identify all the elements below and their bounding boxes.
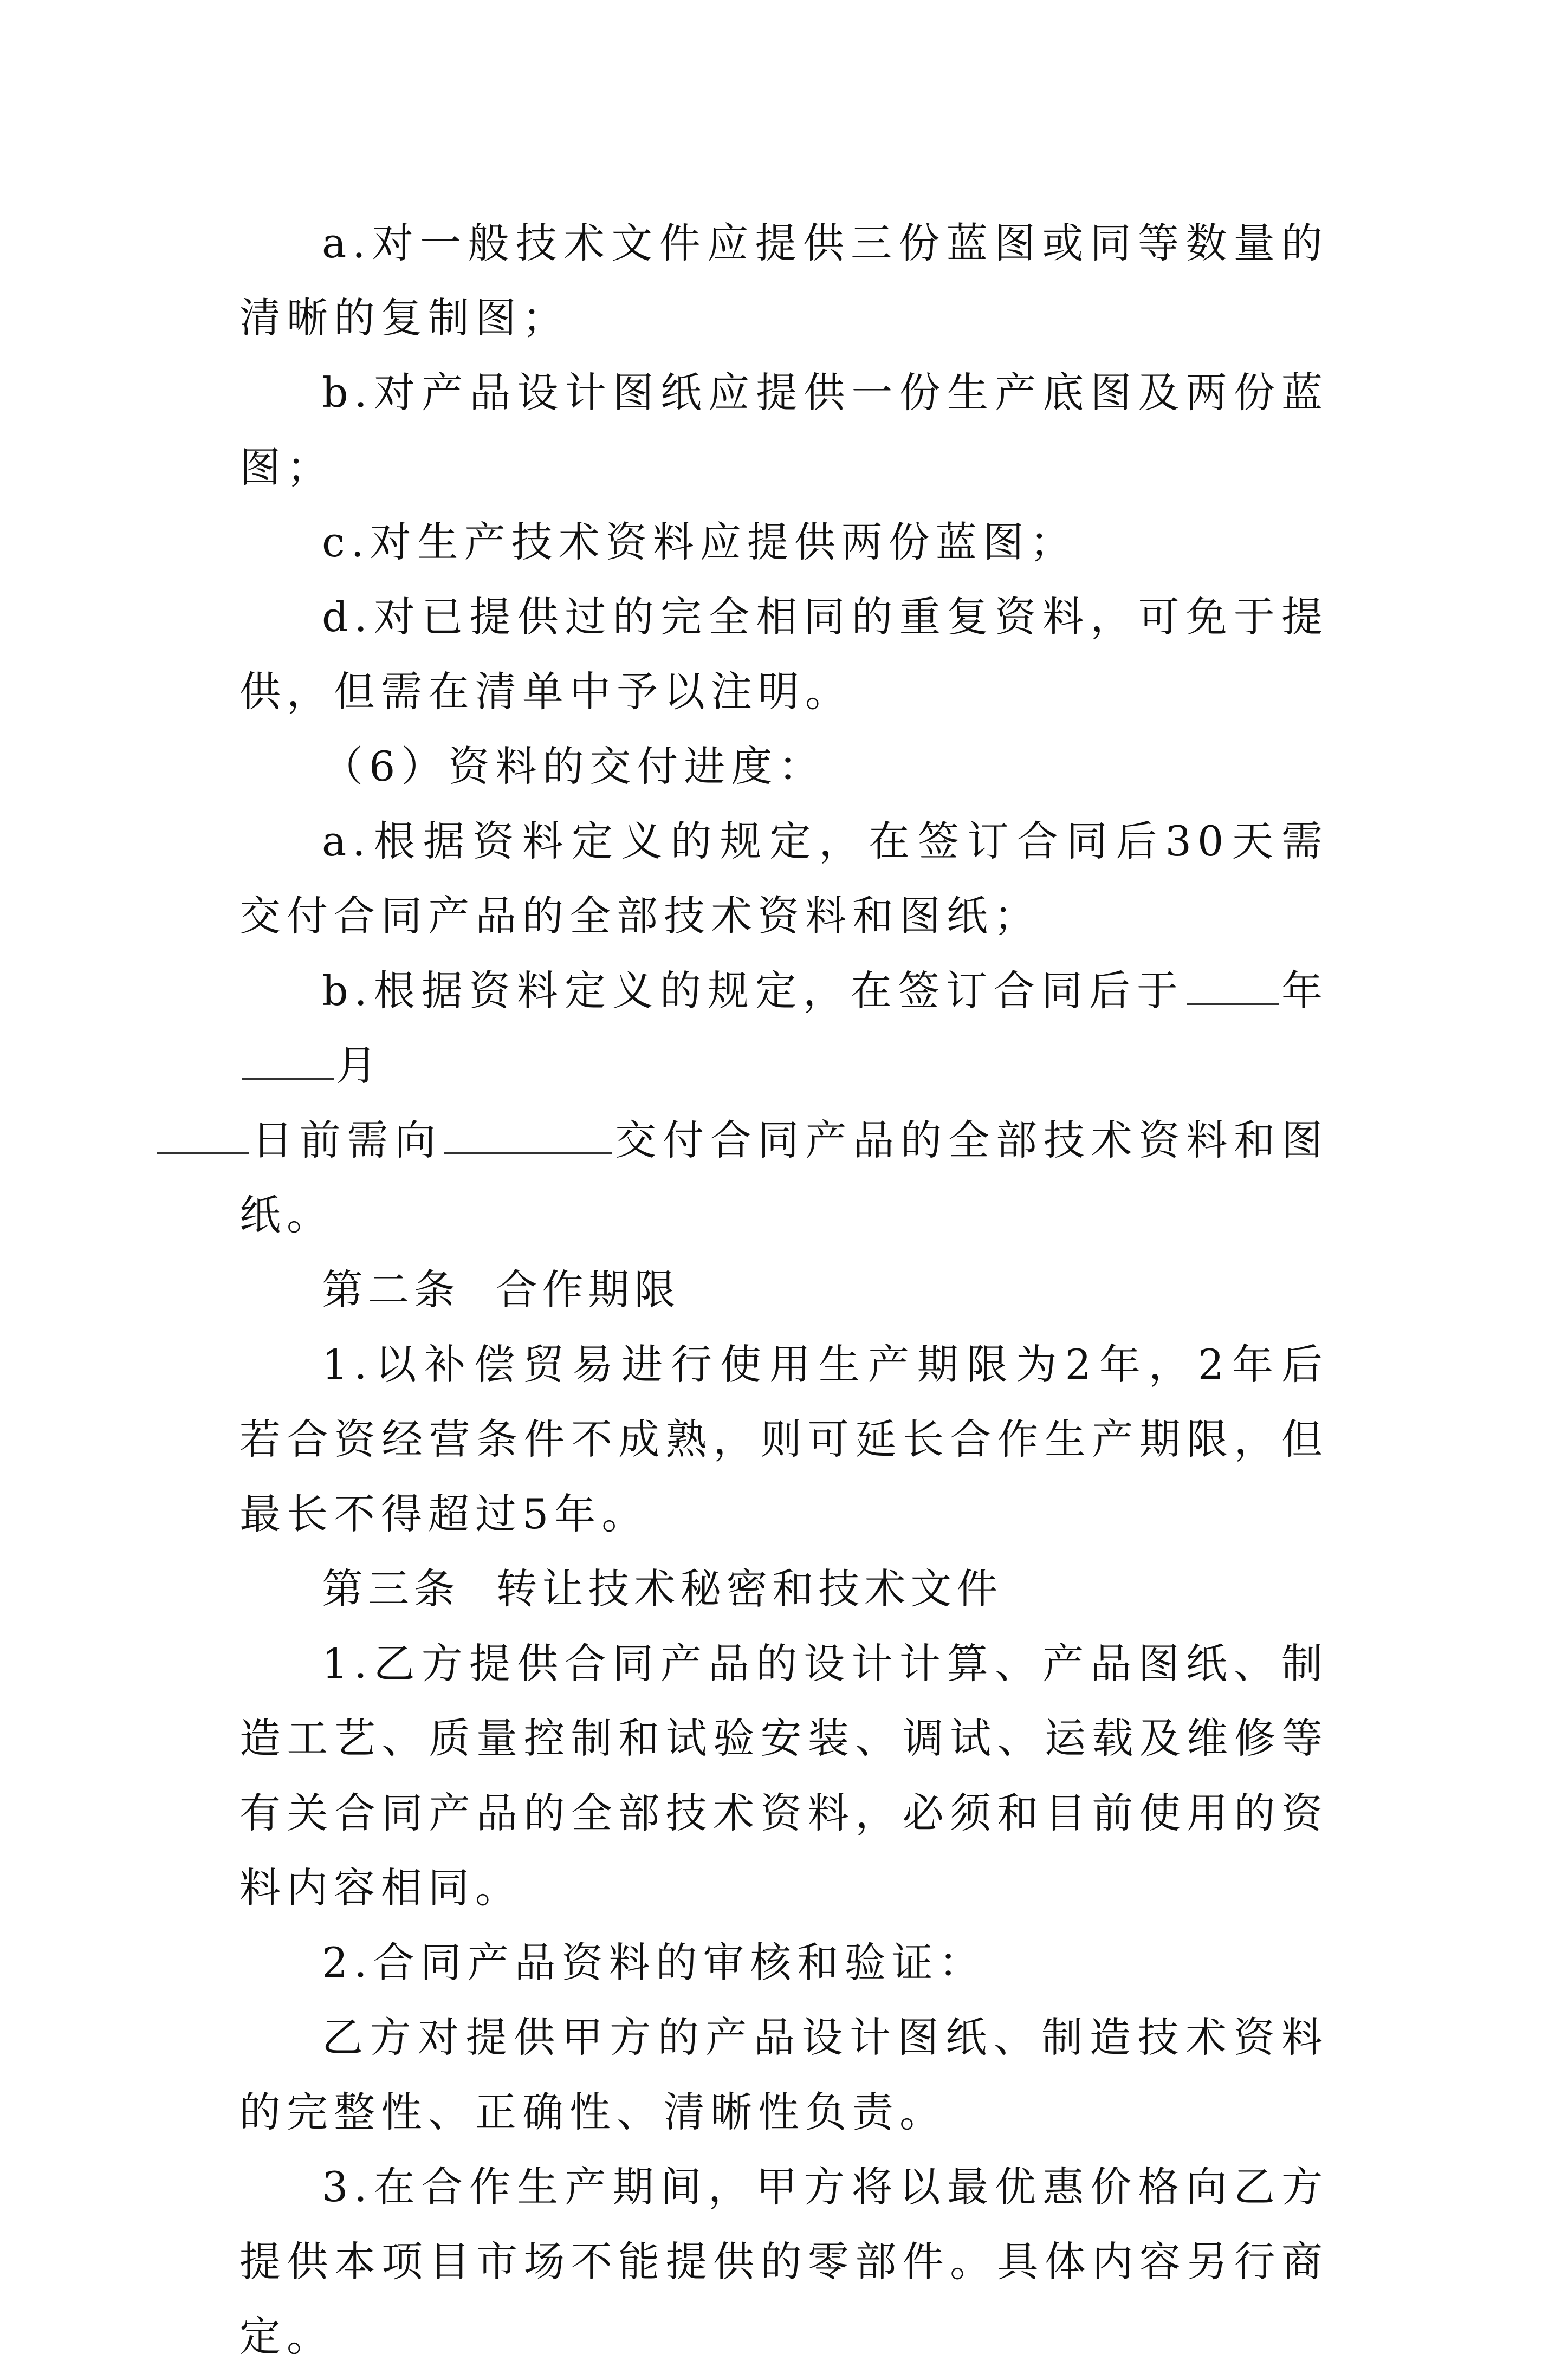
month-label: 月 [336, 1041, 383, 1089]
article-3-clause-2: 2.合同产品资料的审核和验证： [322, 1938, 986, 1987]
article-3-clause-1: 1.乙方提供合同产品的设计计算、产品图纸、制造工艺、质量控制和试验安装、调试、运载及维修等有关合同产品的全部技术资料，必须和目前使用的资料内容相同。 [239, 1639, 1329, 1912]
delivery-clause-b [239, 954, 1329, 1253]
delivery-clause-a: a.根据资料定义的规定，在签订合同后30天需交付合同产品的全部技术资料和图纸； [239, 817, 1329, 940]
delivery-clause-b-text-1: b.根据资料定义的规定，在签订合同后于 [322, 967, 1184, 1015]
article-3-clause-3: 3.在合作生产期间，甲方将以最优惠价格向乙方提供本项目市场不能提供的零部件。具体内容另行商定。 [239, 2163, 1329, 2360]
recipient-blank [444, 1119, 612, 1154]
section-6-delivery-schedule: （6）资料的交付进度： [322, 742, 826, 790]
article-2-clause-1: 1.以补偿贸易进行使用生产期限为2年，2年后若合资经营条件不成熟，则可延长合作生产期限，但最长不得超过5年。 [239, 1340, 1329, 1538]
article-3-clause-2-detail: 乙方对提供甲方的产品设计图纸、制造技术资料的完整性、正确性、清晰性负责。 [239, 2013, 1329, 2136]
delivery-clause-b-text-3: 交付合同产品的全部技术资料和图纸。 [239, 1116, 1329, 1239]
year-label: 年 [1281, 967, 1329, 1015]
year-blank [1187, 969, 1279, 1005]
clause-c-production-docs: c.对生产技术资料应提供两份蓝图； [322, 518, 1077, 566]
month-blank [242, 1044, 334, 1080]
article-3-title: 第三条 转让技术秘密和技术文件 [322, 1565, 1003, 1613]
document-body [239, 206, 1329, 2374]
clause-b-design-drawings: b.对产品设计图纸应提供一份生产底图及两份蓝图； [239, 368, 1329, 491]
day-blank [157, 1119, 249, 1154]
article-2-title: 第二条 合作期限 [322, 1266, 681, 1314]
clause-d-duplicate-docs: d.对已提供过的完全相同的重复资料，可免于提供，但需在清单中予以注明。 [239, 593, 1329, 716]
delivery-clause-b-text-2: 日前需向 [251, 1116, 443, 1164]
clause-a-general-docs: a.对一般技术文件应提供三份蓝图或同等数量的清晰的复制图； [239, 219, 1329, 342]
